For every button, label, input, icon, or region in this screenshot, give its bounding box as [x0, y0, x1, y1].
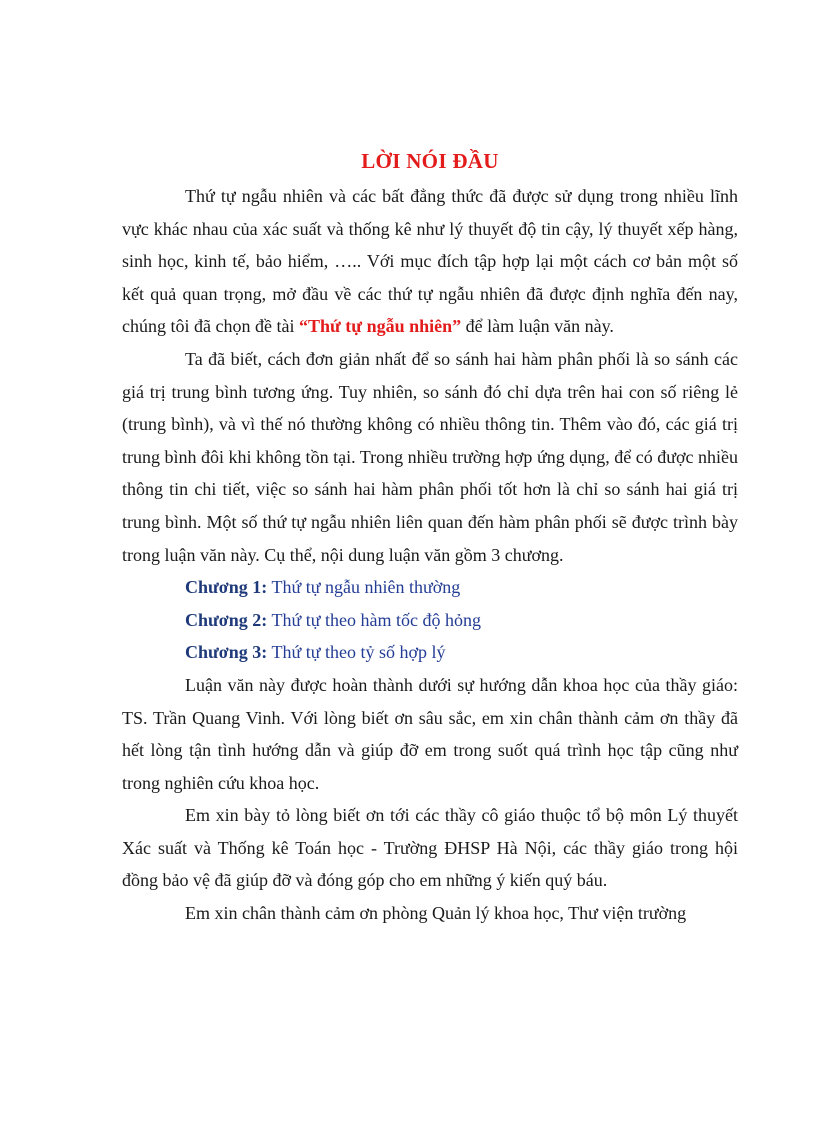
acknowledgement-faculty-paragraph: Em xin bày tỏ lòng biết ơn tới các thầy cô giáo thuộc tổ bộ môn Lý thuyết Xác suất và Thống kê Toán học - Trường ĐHSP Hà Nội, các thầy giáo trong hội đồng bảo vệ đã giúp đỡ và đóng góp cho em những ý kiến quý báu.	[122, 805, 738, 891]
chapter-label: Chương 2:	[185, 609, 268, 630]
chapter-label: Chương 1:	[185, 577, 268, 598]
chapter-title: Thứ tự theo tỷ số hợp lý	[267, 642, 446, 663]
acknowledgement-office-paragraph: Em xin chân thành cảm ơn phòng Quản lý khoa học, Thư viện trường	[185, 903, 687, 924]
chapter-title: Thứ tự ngẫu nhiên thường	[267, 577, 461, 598]
chapter-title: Thứ tự theo hàm tốc độ hỏng	[267, 609, 481, 630]
comparison-paragraph: Ta đã biết, cách đơn giản nhất để so sánh hai hàm phân phối là so sánh các giá trị trung bình tương ứng. Tuy nhiên, so sánh đó chỉ dựa trên hai con số riêng lẻ (trung bình), và vì thế nó thường không có nhiều thông tin. Thêm vào đó, các giá trị trung bình đôi khi không tồn tại. Trong nhiều trường hợp ứng dụng, để có được nhiều thông tin chi tiết, việc so sánh hai hàm phân phối tốt hơn là chỉ so sánh hai giá trị trung bình. Một số thứ tự ngẫu nhiên liên quan đến hàm phân phối sẽ được trình bày trong luận văn này. Cụ thể, nội dung luận văn gồm 3 chương.	[122, 348, 738, 565]
chapter-item-1	[122, 571, 738, 604]
document-page	[122, 146, 738, 930]
intro-text: Thứ tự ngẫu nhiên và các bất đẳng thức đã được sử dụng trong nhiều lĩnh vực khác nhau của xác suất và thống kê như lý thuyết độ tin cậy, lý thuyết xếp hàng, sinh học, kinh tế, bảo hiểm, ….. Với mục đích tập hợp lại một cách cơ bản một số kết quả quan trọng, mở đầu về các thứ tự ngẫu nhiên đã được định nghĩa đến nay, chúng tôi đã chọn đề tài	[122, 186, 738, 337]
intro-text-end: để làm luận văn này.	[461, 316, 614, 337]
chapter-label: Chương 3:	[185, 642, 268, 663]
intro-paragraph	[122, 180, 738, 343]
acknowledgement-advisor-paragraph: Luận văn này được hoàn thành dưới sự hướng dẫn khoa học của thầy giáo: TS. Trần Quang Vinh. Với lòng biết ơn sâu sắc, em xin chân thành cảm ơn thầy đã hết lòng tận tình hướng dẫn và giúp đỡ em trong suốt quá trình học tập cũng như trong nghiên cứu khoa học.	[122, 674, 738, 793]
chapter-item-3	[122, 636, 738, 669]
thesis-topic-highlight: “Thứ tự ngẫu nhiên”	[298, 316, 462, 337]
chapter-item-2	[122, 604, 738, 637]
page-title: LỜI NÓI ĐẦU	[361, 149, 499, 173]
